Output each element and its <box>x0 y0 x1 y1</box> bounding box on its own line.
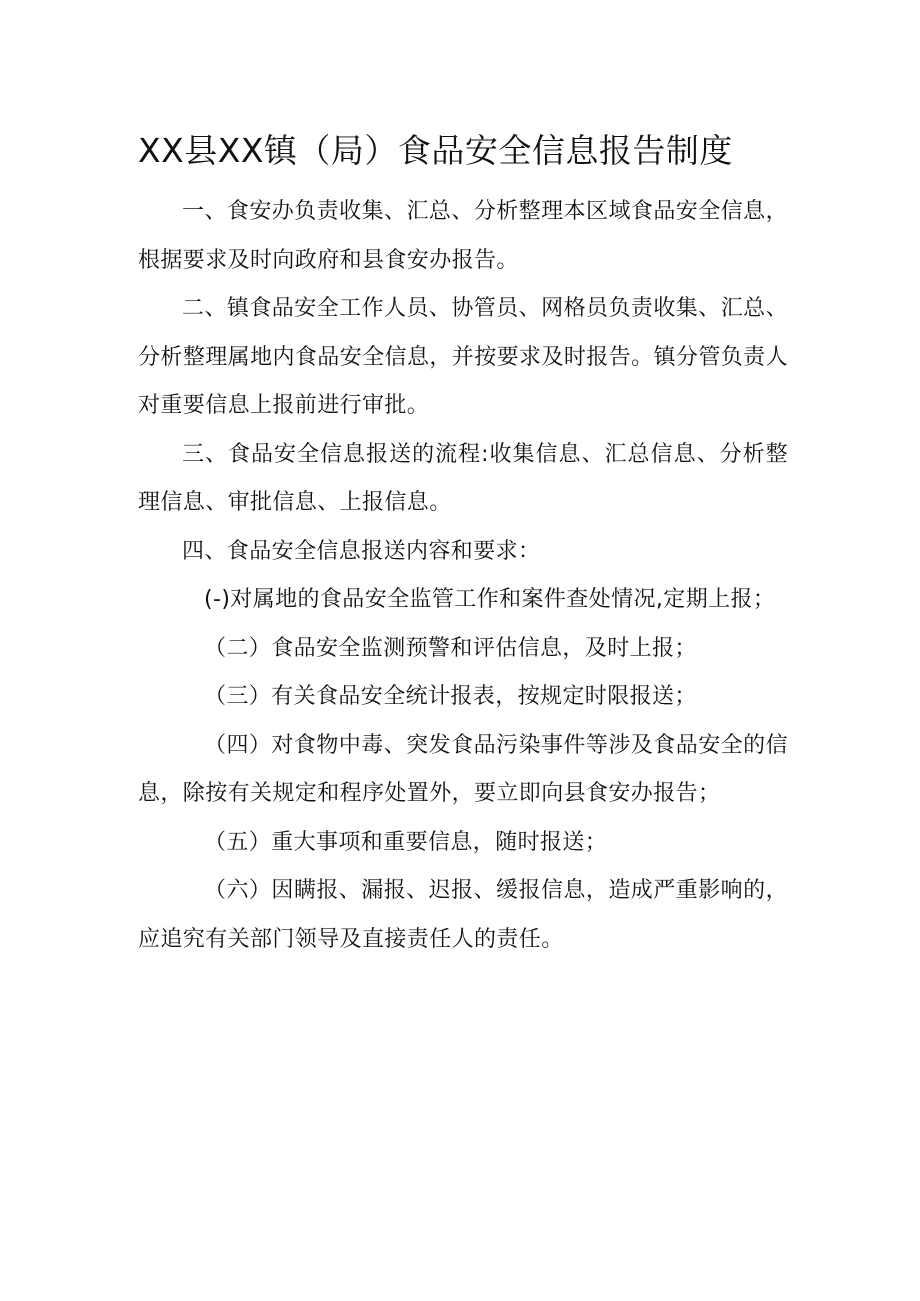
document-body <box>138 188 788 964</box>
paragraph-4-item-4: （四）对食物中毒、突发食品污染事件等涉及食品安全的信息，除按有关规定和程序处置外，要立即向县食安办报告； <box>138 732 788 806</box>
paragraph-4-item-5: （五）重大事项和重要信息，随时报送； <box>204 829 608 855</box>
paragraph-4-item-1: (-)对属地的食品安全监管工作和案件查处情况,定期上报； <box>204 587 776 612</box>
paragraph-4-item-6: （六）因瞒报、漏报、迟报、缓报信息，造成严重影响的，应追究有关部门领导及直接责任人的责任。 <box>138 878 788 952</box>
paragraph-4-item-2: （二）食品安全监测预警和评估信息，及时上报； <box>204 635 697 661</box>
paragraph-4: 四、食品安全信息报送内容和要求： <box>182 538 541 564</box>
paragraph-1: 一、食安办负责收集、汇总、分析整理本区域食品安全信息，根据要求及时向政府和县食安办报告。 <box>138 199 788 273</box>
paragraph-4-item-3: （三）有关食品安全统计报表，按规定时限报送； <box>204 684 697 709</box>
document-title: XX县XX镇（局）食品安全信息报告制度 <box>138 131 733 170</box>
paragraph-2: 二、镇食品安全工作人员、协管员、网格员负责收集、汇总、分析整理属地内食品安全信息，并按要求及时报告。镇分管负责人对重要信息上报前进行审批。 <box>138 296 788 418</box>
paragraph-3: 三、食品安全信息报送的流程:收集信息、汇总信息、分析整理信息、审批信息、上报信息。 <box>138 441 788 515</box>
